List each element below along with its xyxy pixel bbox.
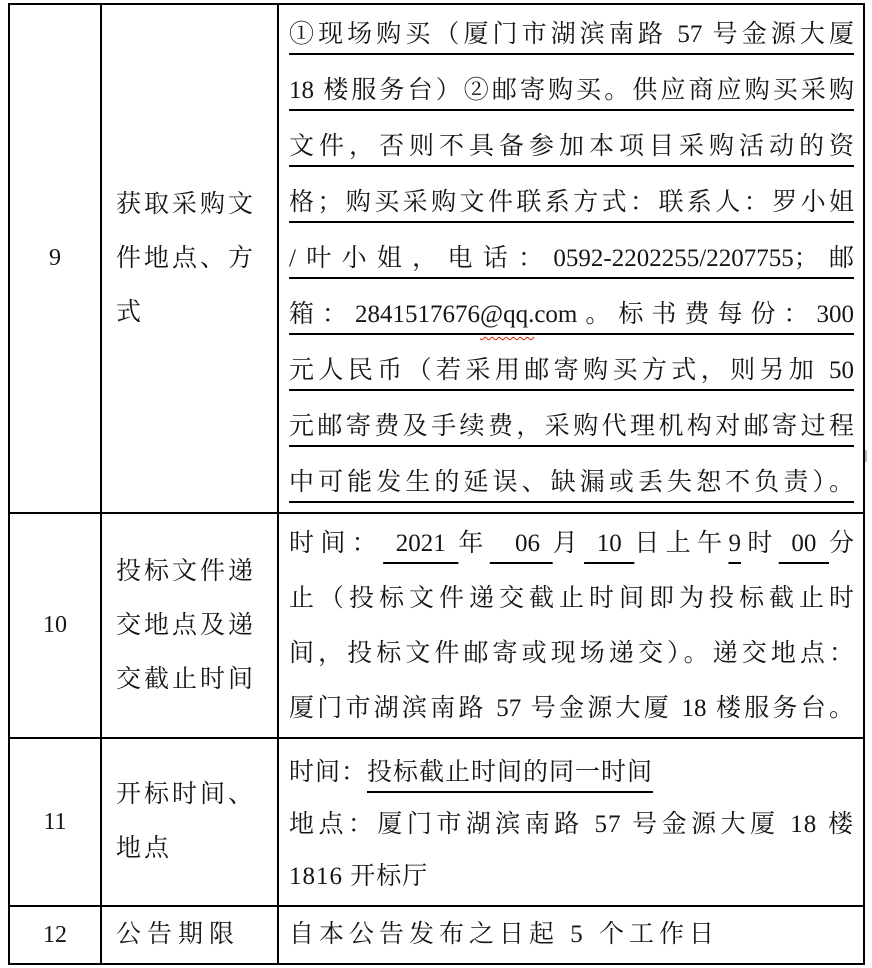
row-content-cell bbox=[278, 906, 864, 964]
text-segment: 月 bbox=[552, 530, 585, 557]
row-number: 10 bbox=[43, 612, 67, 638]
underlined-text: com。标书费每份：300 bbox=[534, 301, 854, 328]
row-number-cell bbox=[9, 738, 101, 906]
spellcheck-wavy-text: @qq. bbox=[480, 301, 535, 328]
label-line: 公告期限 bbox=[116, 921, 241, 948]
label-line: 开标时间、 bbox=[116, 781, 257, 808]
underlined-text bbox=[480, 301, 534, 328]
row-label-cell bbox=[101, 513, 278, 738]
underlined-text: 元邮寄费及手续费，采购代理机构对邮寄过程 bbox=[289, 413, 854, 440]
label-line: 获取采购文 bbox=[116, 190, 257, 218]
row-number: 9 bbox=[49, 245, 61, 271]
text-segment: 日上午 bbox=[634, 530, 729, 557]
table-row-9 bbox=[9, 4, 864, 513]
row-content-cell bbox=[278, 738, 864, 906]
row-label-cell bbox=[101, 4, 278, 513]
underlined-text: 9 bbox=[728, 530, 741, 557]
underlined-text: 06 bbox=[489, 530, 553, 557]
stray-edge-mark bbox=[865, 450, 867, 462]
text-line bbox=[289, 231, 854, 287]
row-number-cell bbox=[9, 906, 101, 964]
underlined-text: 文件，否则不具备参加本项目采购活动的资 bbox=[289, 133, 854, 160]
underlined-text: 中可能发生的延误、缺漏或丢失恕不负责）。 bbox=[289, 469, 854, 496]
underlined-text: 投标截止时间的同一时间 bbox=[367, 759, 654, 786]
text-line bbox=[289, 399, 854, 455]
row-content-cell bbox=[278, 4, 864, 513]
text-line bbox=[289, 915, 854, 955]
underlined-text: ①现场购买（厦门市湖滨南路 57 号金源大厦 bbox=[289, 21, 854, 48]
text-line bbox=[289, 287, 854, 343]
text-line bbox=[289, 7, 854, 63]
underlined-text: 18 楼服务台）②邮寄购买。供应商应购买采购 bbox=[289, 77, 854, 104]
text-line bbox=[289, 175, 854, 231]
text-line bbox=[289, 851, 854, 903]
text-segment: 时间： bbox=[289, 530, 384, 557]
row-content-cell bbox=[278, 513, 864, 738]
text-line bbox=[289, 119, 854, 175]
label-line: 交地点及递 bbox=[116, 611, 257, 639]
label-line: 地点 bbox=[116, 835, 173, 862]
text-segment: 间，投标文件邮寄或现场递交）。递交地点： bbox=[289, 640, 854, 667]
text-line bbox=[289, 626, 854, 681]
row-label-cell bbox=[101, 738, 278, 906]
text-segment: 自本公告发布之日起 5 个工作日 bbox=[289, 921, 720, 948]
row-number-cell bbox=[9, 4, 101, 513]
label-line: 交截止时间 bbox=[116, 665, 257, 693]
text-segment: 年 bbox=[458, 530, 490, 557]
text-line bbox=[289, 681, 854, 736]
procurement-notice-table bbox=[8, 3, 865, 965]
row-label-cell bbox=[101, 906, 278, 964]
underlined-text: 元人民币（若采用邮寄购买方式，则另加 50 bbox=[289, 357, 854, 384]
text-segment: 时 bbox=[740, 530, 779, 557]
label-line: 投标文件递 bbox=[116, 557, 257, 585]
row-number: 12 bbox=[43, 921, 67, 948]
text-segment: 时间： bbox=[289, 759, 368, 786]
text-line bbox=[289, 455, 854, 511]
text-line bbox=[289, 747, 854, 799]
label-line: 件地点、方 bbox=[116, 244, 257, 272]
underlined-text: 10 bbox=[584, 530, 635, 557]
text-line bbox=[289, 516, 854, 571]
text-line bbox=[289, 63, 854, 119]
underlined-text: 2021 bbox=[383, 530, 459, 557]
underlined-text: 格；购买采购文件联系方式：联系人：罗小姐 bbox=[289, 189, 854, 216]
table-row-12 bbox=[9, 906, 864, 964]
table-row-11 bbox=[9, 738, 864, 906]
underlined-text: 00 bbox=[778, 530, 830, 557]
text-segment: 厦门市湖滨南路 57 号金源大厦 18 楼服务台。 bbox=[289, 695, 854, 722]
text-line bbox=[289, 343, 854, 399]
row-number: 11 bbox=[43, 808, 67, 835]
label-line: 式 bbox=[116, 298, 145, 326]
text-line bbox=[289, 799, 854, 851]
text-segment: 地点：厦门市湖滨南路 57 号金源大厦 18 楼 bbox=[289, 811, 854, 838]
table-row-10 bbox=[9, 513, 864, 738]
underlined-text: /叶小姐，电话：0592-2202255/2207755；邮 bbox=[289, 245, 854, 272]
text-segment: 止（投标文件递交截止时间即为投标截止时 bbox=[289, 585, 854, 612]
text-segment: 分 bbox=[829, 530, 855, 557]
text-segment: 1816 开标厅 bbox=[289, 863, 429, 890]
underlined-text: 箱：2841517676 bbox=[289, 301, 481, 328]
text-line bbox=[289, 571, 854, 626]
row-number-cell bbox=[9, 513, 101, 738]
